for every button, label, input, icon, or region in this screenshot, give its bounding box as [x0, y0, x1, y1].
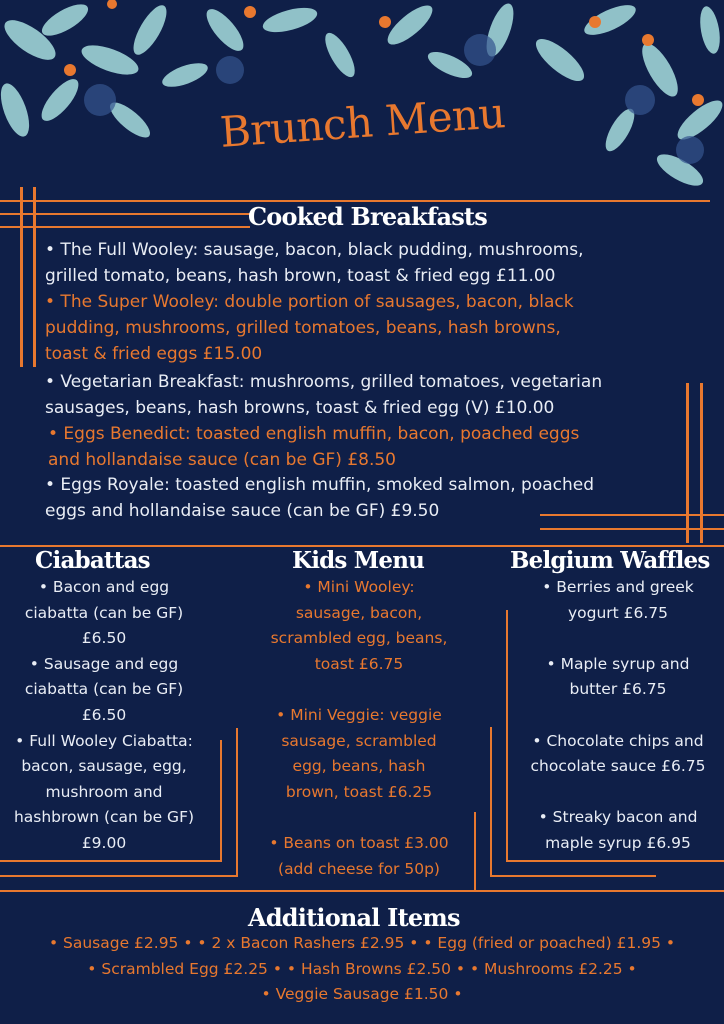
list-item: • Streaky bacon and [538, 808, 698, 827]
divider-line [0, 875, 238, 877]
list-item: mushroom and [45, 782, 163, 801]
list-item: • Mini Veggie: veggie [276, 705, 442, 724]
list-item: • Veggie Sausage £1.50 • [261, 985, 463, 1004]
list-item [250, 677, 468, 703]
divider-line [506, 610, 508, 862]
list-item: £6.50 [81, 629, 127, 648]
list-item: toast £6.75 [314, 654, 404, 673]
divider-line [490, 727, 492, 877]
divider-line [236, 728, 238, 877]
divider-line [490, 875, 656, 877]
list-item: • Scrambled Egg £2.25 • • Hash Browns £2.50 • • Mushrooms £2.25 • [87, 959, 637, 978]
list-item: ciabatta (can be GF) [24, 680, 184, 699]
list-item: • Mini Wooley: [303, 578, 415, 596]
kids-menu-list [250, 575, 468, 882]
menu-item-vegetarian-breakfast: • Vegetarian Breakfast: mushrooms, grilled tomatoes, vegetarian sausages, beans, hash browns, toast & fried egg (V) £10.00 [45, 372, 603, 418]
list-item: sausage, bacon, [295, 603, 423, 622]
list-item [512, 626, 724, 652]
list-item: brown, toast £6.25 [285, 782, 433, 801]
menu-item-eggs-benedict: • Eggs Benedict: toasted english muffin, bacon, poached eggs and hollandaise sauce (can be GF) £8.50 [48, 424, 580, 470]
divider-line [540, 528, 724, 530]
additional-items-list [0, 931, 724, 1008]
list-item [512, 703, 724, 729]
menu-item-full-wooley: • The Full Wooley: sausage, bacon, black pudding, mushrooms, grilled tomato, beans, hash brown, toast & fried egg £11.00 [45, 240, 584, 286]
belgium-waffles-list [512, 575, 724, 857]
divider-line [0, 890, 724, 892]
list-item: egg, beans, hash [292, 757, 426, 776]
cooked-breakfasts-heading: Cooked Breakfasts [248, 202, 487, 231]
additional-items-heading: Additional Items [248, 903, 460, 932]
list-item: butter £6.75 [569, 680, 667, 699]
belgium-waffles-heading: Belgium Waffles [510, 547, 710, 574]
list-item: (add cheese for 50p) [278, 859, 440, 878]
list-item: • Full Wooley Ciabatta: [15, 731, 193, 750]
divider-line [474, 812, 476, 892]
list-item [250, 805, 468, 831]
list-item: • Bacon and egg [38, 578, 170, 596]
divider-line [686, 383, 689, 543]
list-item: maple syrup £6.95 [545, 833, 691, 852]
divider-line [0, 226, 250, 228]
list-item: £6.50 [81, 705, 127, 724]
list-item: bacon, sausage, egg, [21, 757, 187, 776]
list-item: ciabatta (can be GF) [24, 603, 184, 622]
menu-title: Brunch Menu [218, 88, 507, 157]
list-item [512, 780, 724, 806]
list-item: • Chocolate chips and [532, 731, 704, 750]
list-item: • Beans on toast £3.00 [269, 833, 449, 852]
menu-item-super-wooley: • The Super Wooley: double portion of sausages, bacon, black pudding, mushrooms, grilled tomatoes, beans, hash browns, toast & fried eggs £15.00 [45, 292, 574, 364]
divider-line [506, 860, 724, 862]
menu-item-eggs-royale: • Eggs Royale: toasted english muffin, smoked salmon, poached eggs and hollandaise sauce (can be GF) £9.50 [45, 475, 595, 521]
list-item: chocolate sauce £6.75 [530, 757, 706, 776]
list-item: scrambled egg, beans, [270, 629, 448, 648]
ciabattas-list [0, 575, 208, 857]
divider-line [0, 860, 222, 862]
divider-line [220, 740, 222, 862]
list-item: hashbrown (can be GF) [13, 808, 195, 827]
list-item: • Sausage £2.95 • • 2 x Bacon Rashers £2.95 • • Egg (fried or poached) £1.95 • [48, 934, 676, 952]
list-item: yogurt £6.75 [567, 603, 669, 622]
list-item: • Maple syrup and [546, 654, 690, 673]
kids-menu-heading: Kids Menu [292, 547, 425, 574]
list-item: £9.00 [81, 833, 127, 852]
divider-line [0, 213, 250, 215]
ciabattas-heading: Ciabattas [35, 547, 150, 574]
list-item: sausage, scrambled [281, 731, 437, 750]
divider-line [700, 383, 703, 543]
list-item: • Berries and greek [542, 578, 694, 596]
list-item: • Sausage and egg [29, 654, 179, 673]
